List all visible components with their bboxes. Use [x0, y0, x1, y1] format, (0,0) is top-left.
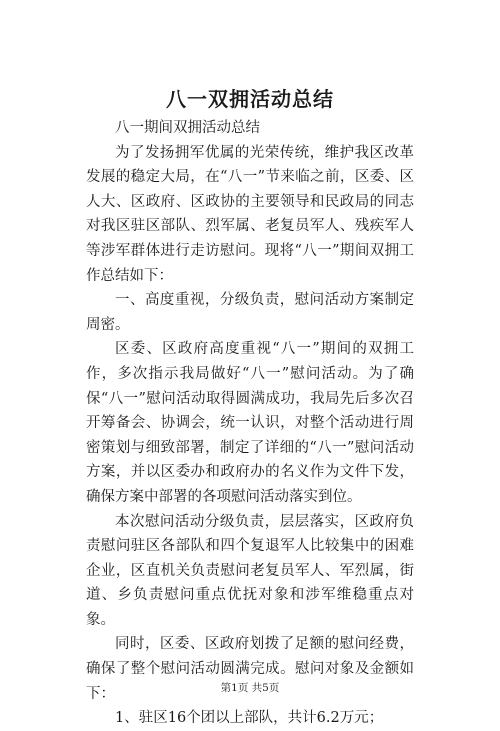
list-item-funding: 1、驻区16个团以上部队，共计6.2万元； [115, 710, 384, 727]
paragraph-intro: 为了发扬拥军优属的光荣传统，维护我区改革发展的稳定大局，在“八一”节来临之前，区委、区人大、区政府、区政协的主要领导和民政局的同志对我区驻区部队、烈军属、老复员军人、残疾军人等涉军群体进行走访慰问。现将“八一”期间双拥工作总结如下： [86, 144, 414, 284]
paragraph-responsibility: 本次慰问活动分级负责，层层落实，区政府负责慰问驻区各部队和四个复退军人比较集中的困难企业，区直机关负责慰问老复员军人、军烈属，街道、乡负责慰问重点优抚对象和涉军维稳重点对象。 [86, 513, 414, 628]
paragraph-subtitle: 八一期间双拥活动总结 [115, 120, 260, 136]
document-title: 八一双拥活动总结 [166, 87, 334, 111]
page-number-footer: 第1页 共5页 [220, 682, 280, 694]
paragraph-planning: 区委、区政府高度重视“八一”期间的双拥工作，多次指示我局做好“八一”慰问活动。为了确保“八一”慰问活动取得圆满成功，我局先后多次召开筹备会、协调会，统一认识，对整个活动进行周密策划与细致部署，制定了详细的“八一”慰问活动方案，并以区委办和政府办的名义作为文件下发，确保方案中部署的各项慰问活动落实到位。 [86, 341, 414, 505]
document-body [86, 116, 414, 731]
paragraph-funding: 同时，区委、区政府划拨了足额的慰问经费，确保了整个慰问活动圆满完成。慰问对象及金额如下： [86, 636, 414, 702]
section-heading: 一、高度重视，分级负责，慰问活动方案制定周密。 [86, 292, 414, 333]
